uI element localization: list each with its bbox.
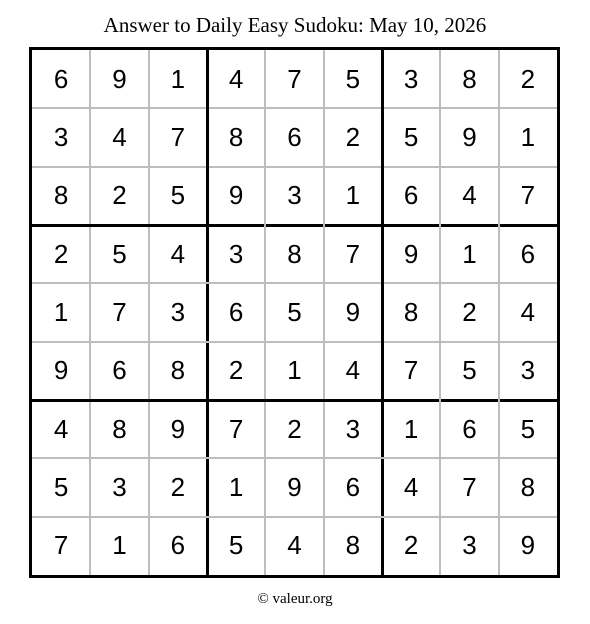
sudoku-cell-r2-c2: 4 (112, 121, 127, 152)
sudoku-cell-r5-c1: 1 (53, 296, 69, 327)
sudoku-cell-r7-c4: 7 (228, 413, 244, 444)
sudoku-cell-r7-c5: 2 (287, 413, 302, 444)
sudoku-cell-r4-c2: 5 (112, 238, 127, 269)
sudoku-cell-r2-c9: 1 (520, 121, 536, 152)
sudoku-cell-r1-c1: 6 (53, 63, 69, 94)
sudoku-cell-r4-c1: 2 (53, 238, 69, 269)
sudoku-cell-r3-c8: 4 (462, 180, 477, 211)
sudoku-cell-r9-c5: 4 (287, 530, 302, 561)
sudoku-cell-r4-c6: 7 (345, 238, 361, 269)
sudoku-cell-r9-c7: 2 (403, 530, 419, 561)
sudoku-cell-r9-c2: 1 (112, 530, 127, 561)
sudoku-cell-r5-c2: 7 (112, 296, 127, 327)
sudoku-cell-r7-c6: 3 (345, 413, 361, 444)
sudoku-cell-r3-c5: 3 (287, 180, 302, 211)
sudoku-cell-r6-c7: 7 (403, 355, 419, 386)
sudoku-cell-r2-c6: 2 (345, 121, 361, 152)
sudoku-grid (32, 50, 557, 575)
sudoku-cell-r6-c9: 3 (520, 355, 536, 386)
sudoku-cell-r3-c2: 2 (112, 180, 127, 211)
sudoku-cell-r2-c7: 5 (403, 121, 419, 152)
sudoku-cell-r1-c5: 7 (287, 63, 302, 94)
sudoku-board (29, 47, 560, 578)
sudoku-cell-r8-c5: 9 (287, 471, 302, 502)
sudoku-cell-r8-c2: 3 (112, 471, 127, 502)
sudoku-cell-r2-c8: 9 (462, 121, 477, 152)
sudoku-cell-r9-c9: 9 (520, 530, 536, 561)
sudoku-cell-r6-c8: 5 (462, 355, 477, 386)
sudoku-cell-r4-c8: 1 (462, 238, 477, 269)
sudoku-cell-r3-c1: 8 (53, 180, 69, 211)
sudoku-cell-r3-c3: 5 (170, 180, 186, 211)
sudoku-cell-r9-c4: 5 (228, 530, 244, 561)
sudoku-cell-r4-c9: 6 (520, 238, 536, 269)
sudoku-cell-r4-c5: 8 (287, 238, 302, 269)
sudoku-cell-r6-c1: 9 (53, 355, 69, 386)
sudoku-cell-r8-c4: 1 (228, 471, 244, 502)
sudoku-cell-r7-c8: 6 (462, 413, 477, 444)
sudoku-cell-r4-c3: 4 (170, 238, 186, 269)
sudoku-cell-r9-c3: 6 (170, 530, 186, 561)
sudoku-cell-r7-c2: 8 (112, 413, 127, 444)
sudoku-cell-r5-c5: 5 (287, 296, 302, 327)
sudoku-cell-r1-c6: 5 (345, 63, 361, 94)
sudoku-cell-r3-c6: 1 (345, 180, 361, 211)
sudoku-cell-r6-c4: 2 (228, 355, 244, 386)
sudoku-cell-r8-c9: 8 (520, 471, 536, 502)
sudoku-cell-r3-c9: 7 (520, 180, 536, 211)
sudoku-cell-r1-c8: 8 (462, 63, 477, 94)
sudoku-cell-r8-c1: 5 (53, 471, 69, 502)
sudoku-cell-r2-c1: 3 (53, 121, 69, 152)
sudoku-cell-r8-c3: 2 (170, 471, 186, 502)
sudoku-cell-r9-c8: 3 (462, 530, 477, 561)
sudoku-cell-r3-c7: 6 (403, 180, 419, 211)
sudoku-cell-r6-c5: 1 (287, 355, 302, 386)
sudoku-cell-r5-c3: 3 (170, 296, 186, 327)
sudoku-cell-r8-c7: 4 (403, 471, 419, 502)
sudoku-cell-r1-c7: 3 (403, 63, 419, 94)
sudoku-cell-r9-c6: 8 (345, 530, 361, 561)
sudoku-cell-r8-c8: 7 (462, 471, 477, 502)
sudoku-cell-r1-c4: 4 (228, 63, 244, 94)
sudoku-cell-r2-c5: 6 (287, 121, 302, 152)
sudoku-cell-r5-c4: 6 (228, 296, 244, 327)
page-title: Answer to Daily Easy Sudoku: May 10, 2026 (103, 13, 487, 37)
sudoku-cell-r5-c7: 8 (403, 296, 419, 327)
sudoku-cell-r7-c7: 1 (403, 413, 419, 444)
sudoku-cell-r1-c3: 1 (170, 63, 186, 94)
copyright-footer: © valeur.org (257, 591, 333, 607)
sudoku-cell-r6-c2: 6 (112, 355, 127, 386)
sudoku-cell-r4-c4: 3 (228, 238, 244, 269)
sudoku-cell-r6-c6: 4 (345, 355, 361, 386)
sudoku-cell-r3-c4: 9 (228, 180, 244, 211)
sudoku-cell-r6-c3: 8 (170, 355, 186, 386)
sudoku-cell-r1-c2: 9 (112, 63, 127, 94)
sudoku-cell-r8-c6: 6 (345, 471, 361, 502)
sudoku-cell-r4-c7: 9 (403, 238, 419, 269)
sudoku-cell-r7-c9: 5 (520, 413, 536, 444)
sudoku-cell-r5-c6: 9 (345, 296, 361, 327)
sudoku-cell-r9-c1: 7 (53, 530, 69, 561)
sudoku-cell-r7-c3: 9 (170, 413, 186, 444)
sudoku-cell-r1-c9: 2 (520, 63, 536, 94)
sudoku-cell-r2-c3: 7 (170, 121, 186, 152)
sudoku-cell-r5-c9: 4 (520, 296, 536, 327)
sudoku-cell-r5-c8: 2 (462, 296, 477, 327)
sudoku-cell-r7-c1: 4 (53, 413, 69, 444)
sudoku-cell-r2-c4: 8 (228, 121, 244, 152)
